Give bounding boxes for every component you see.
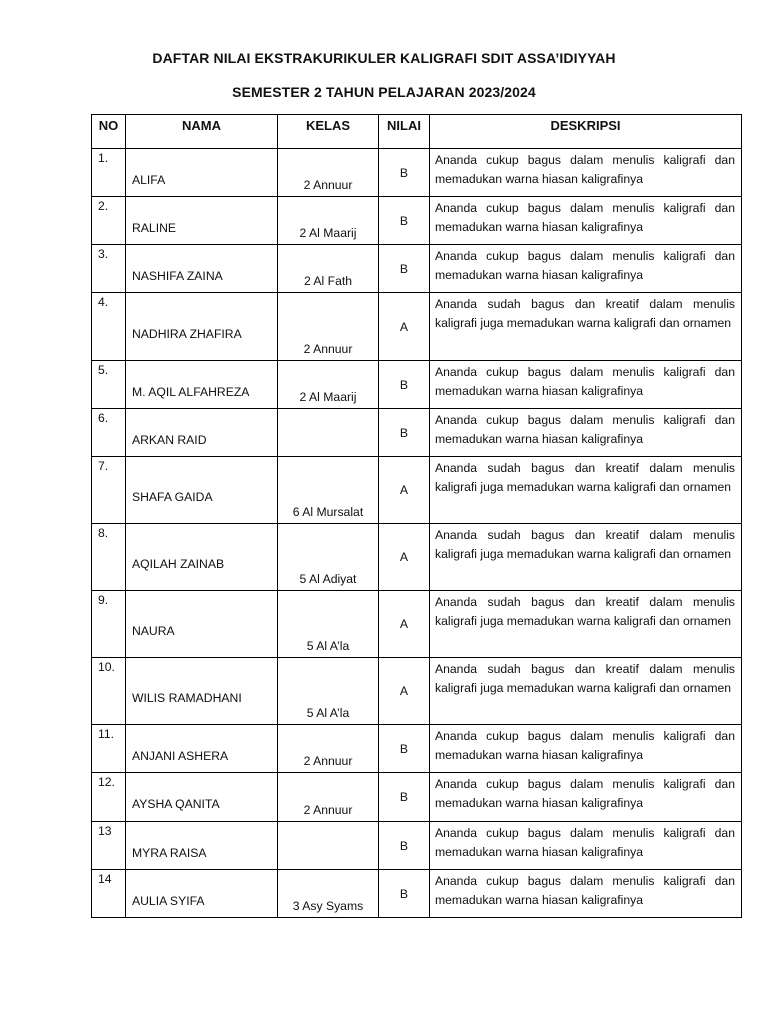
- cell-deskripsi: Ananda sudah bagus dan kreatif dalam menulis kaligrafi juga memadukan warna kaligrafi dan ornamen: [430, 457, 742, 524]
- table-row: [92, 293, 742, 361]
- cell-nama: WILIS RAMADHANI: [126, 658, 278, 725]
- table-row: [92, 725, 742, 773]
- table-row: [92, 149, 742, 197]
- cell-no: 2.: [92, 197, 126, 245]
- cell-nama: AYSHA QANITA: [126, 773, 278, 822]
- cell-nilai: A: [379, 658, 430, 725]
- cell-deskripsi: Ananda cukup bagus dalam menulis kaligrafi dan memadukan warna hiasan kaligrafinya: [430, 409, 742, 457]
- cell-deskripsi: Ananda cukup bagus dalam menulis kaligrafi dan memadukan warna hiasan kaligrafinya: [430, 245, 742, 293]
- cell-deskripsi: Ananda sudah bagus dan kreatif dalam menulis kaligrafi juga memadukan warna kaligrafi dan ornamen: [430, 591, 742, 658]
- cell-nama: ARKAN RAID: [126, 409, 278, 457]
- cell-no: 3.: [92, 245, 126, 293]
- cell-nilai: A: [379, 591, 430, 658]
- cell-deskripsi: Ananda cukup bagus dalam menulis kaligrafi dan memadukan warna hiasan kaligrafinya: [430, 773, 742, 822]
- cell-nama: MYRA RAISA: [126, 822, 278, 870]
- table-row: [92, 524, 742, 591]
- cell-nilai: B: [379, 870, 430, 918]
- cell-deskripsi: Ananda cukup bagus dalam menulis kaligrafi dan memadukan warna hiasan kaligrafinya: [430, 361, 742, 409]
- cell-deskripsi: Ananda sudah bagus dan kreatif dalam menulis kaligrafi juga memadukan warna kaligrafi dan ornamen: [430, 524, 742, 591]
- table-row: [92, 773, 742, 822]
- header-nama: NAMA: [126, 115, 278, 149]
- cell-kelas: 5 Al A’la: [278, 658, 379, 725]
- cell-nama: NAURA: [126, 591, 278, 658]
- cell-deskripsi: Ananda cukup bagus dalam menulis kaligrafi dan memadukan warna hiasan kaligrafinya: [430, 870, 742, 918]
- cell-deskripsi: Ananda sudah bagus dan kreatif dalam menulis kaligrafi juga memadukan warna kaligrafi dan ornamen: [430, 658, 742, 725]
- table-row: [92, 822, 742, 870]
- cell-kelas: [278, 822, 379, 870]
- table-row: [92, 361, 742, 409]
- cell-nilai: B: [379, 361, 430, 409]
- cell-no: 7.: [92, 457, 126, 524]
- header-nilai: NILAI: [379, 115, 430, 149]
- cell-deskripsi: Ananda cukup bagus dalam menulis kaligrafi dan memadukan warna hiasan kaligrafinya: [430, 149, 742, 197]
- cell-deskripsi: Ananda cukup bagus dalam menulis kaligrafi dan memadukan warna hiasan kaligrafinya: [430, 822, 742, 870]
- cell-nama: M. AQIL ALFAHREZA: [126, 361, 278, 409]
- table-row: [92, 870, 742, 918]
- cell-kelas: 6 Al Mursalat: [278, 457, 379, 524]
- cell-nilai: A: [379, 457, 430, 524]
- cell-no: 14: [92, 870, 126, 918]
- cell-kelas: 2 Al Fath: [278, 245, 379, 293]
- cell-nilai: B: [379, 822, 430, 870]
- header-kelas: KELAS: [278, 115, 379, 149]
- cell-kelas: 2 Annuur: [278, 293, 379, 361]
- table-row: [92, 591, 742, 658]
- cell-no: 4.: [92, 293, 126, 361]
- cell-no: 12.: [92, 773, 126, 822]
- cell-deskripsi: Ananda cukup bagus dalam menulis kaligrafi dan memadukan warna hiasan kaligrafinya: [430, 197, 742, 245]
- cell-no: 13: [92, 822, 126, 870]
- cell-nama: NADHIRA ZHAFIRA: [126, 293, 278, 361]
- cell-nama: ALIFA: [126, 149, 278, 197]
- grades-table: [91, 114, 742, 918]
- cell-kelas: 2 Al Maarij: [278, 197, 379, 245]
- cell-nilai: A: [379, 293, 430, 361]
- cell-no: 10.: [92, 658, 126, 725]
- cell-no: 11.: [92, 725, 126, 773]
- cell-kelas: 2 Annuur: [278, 773, 379, 822]
- cell-deskripsi: Ananda cukup bagus dalam menulis kaligrafi dan memadukan warna hiasan kaligrafinya: [430, 725, 742, 773]
- cell-no: 5.: [92, 361, 126, 409]
- document-title: DAFTAR NILAI EKSTRAKURIKULER KALIGRAFI SDIT ASSA’IDIYYAH: [152, 50, 616, 66]
- cell-kelas: 2 Annuur: [278, 725, 379, 773]
- cell-nilai: B: [379, 773, 430, 822]
- table-row: [92, 197, 742, 245]
- cell-nama: NASHIFA ZAINA: [126, 245, 278, 293]
- cell-nilai: B: [379, 725, 430, 773]
- cell-nama: ANJANI ASHERA: [126, 725, 278, 773]
- table-row: [92, 658, 742, 725]
- cell-nilai: B: [379, 245, 430, 293]
- table-header-row: [92, 115, 742, 149]
- cell-nama: AQILAH ZAINAB: [126, 524, 278, 591]
- cell-kelas: 2 Al Maarij: [278, 361, 379, 409]
- cell-nilai: B: [379, 409, 430, 457]
- cell-kelas: 3 Asy Syams: [278, 870, 379, 918]
- table-row: [92, 409, 742, 457]
- cell-nilai: B: [379, 149, 430, 197]
- table-row: [92, 457, 742, 524]
- cell-nilai: B: [379, 197, 430, 245]
- cell-no: 6.: [92, 409, 126, 457]
- cell-kelas: 5 Al Adiyat: [278, 524, 379, 591]
- header-no: NO: [92, 115, 126, 149]
- cell-nama: RALINE: [126, 197, 278, 245]
- cell-nilai: A: [379, 524, 430, 591]
- header-deskripsi: DESKRIPSI: [430, 115, 742, 149]
- cell-kelas: 2 Annuur: [278, 149, 379, 197]
- cell-deskripsi: Ananda sudah bagus dan kreatif dalam menulis kaligrafi juga memadukan warna kaligrafi dan ornamen: [430, 293, 742, 361]
- cell-nama: AULIA SYIFA: [126, 870, 278, 918]
- table-row: [92, 245, 742, 293]
- cell-nama: SHAFA GAIDA: [126, 457, 278, 524]
- cell-no: 9.: [92, 591, 126, 658]
- cell-no: 8.: [92, 524, 126, 591]
- cell-no: 1.: [92, 149, 126, 197]
- document-subtitle: SEMESTER 2 TAHUN PELAJARAN 2023/2024: [232, 84, 536, 100]
- cell-kelas: [278, 409, 379, 457]
- cell-kelas: 5 Al A’la: [278, 591, 379, 658]
